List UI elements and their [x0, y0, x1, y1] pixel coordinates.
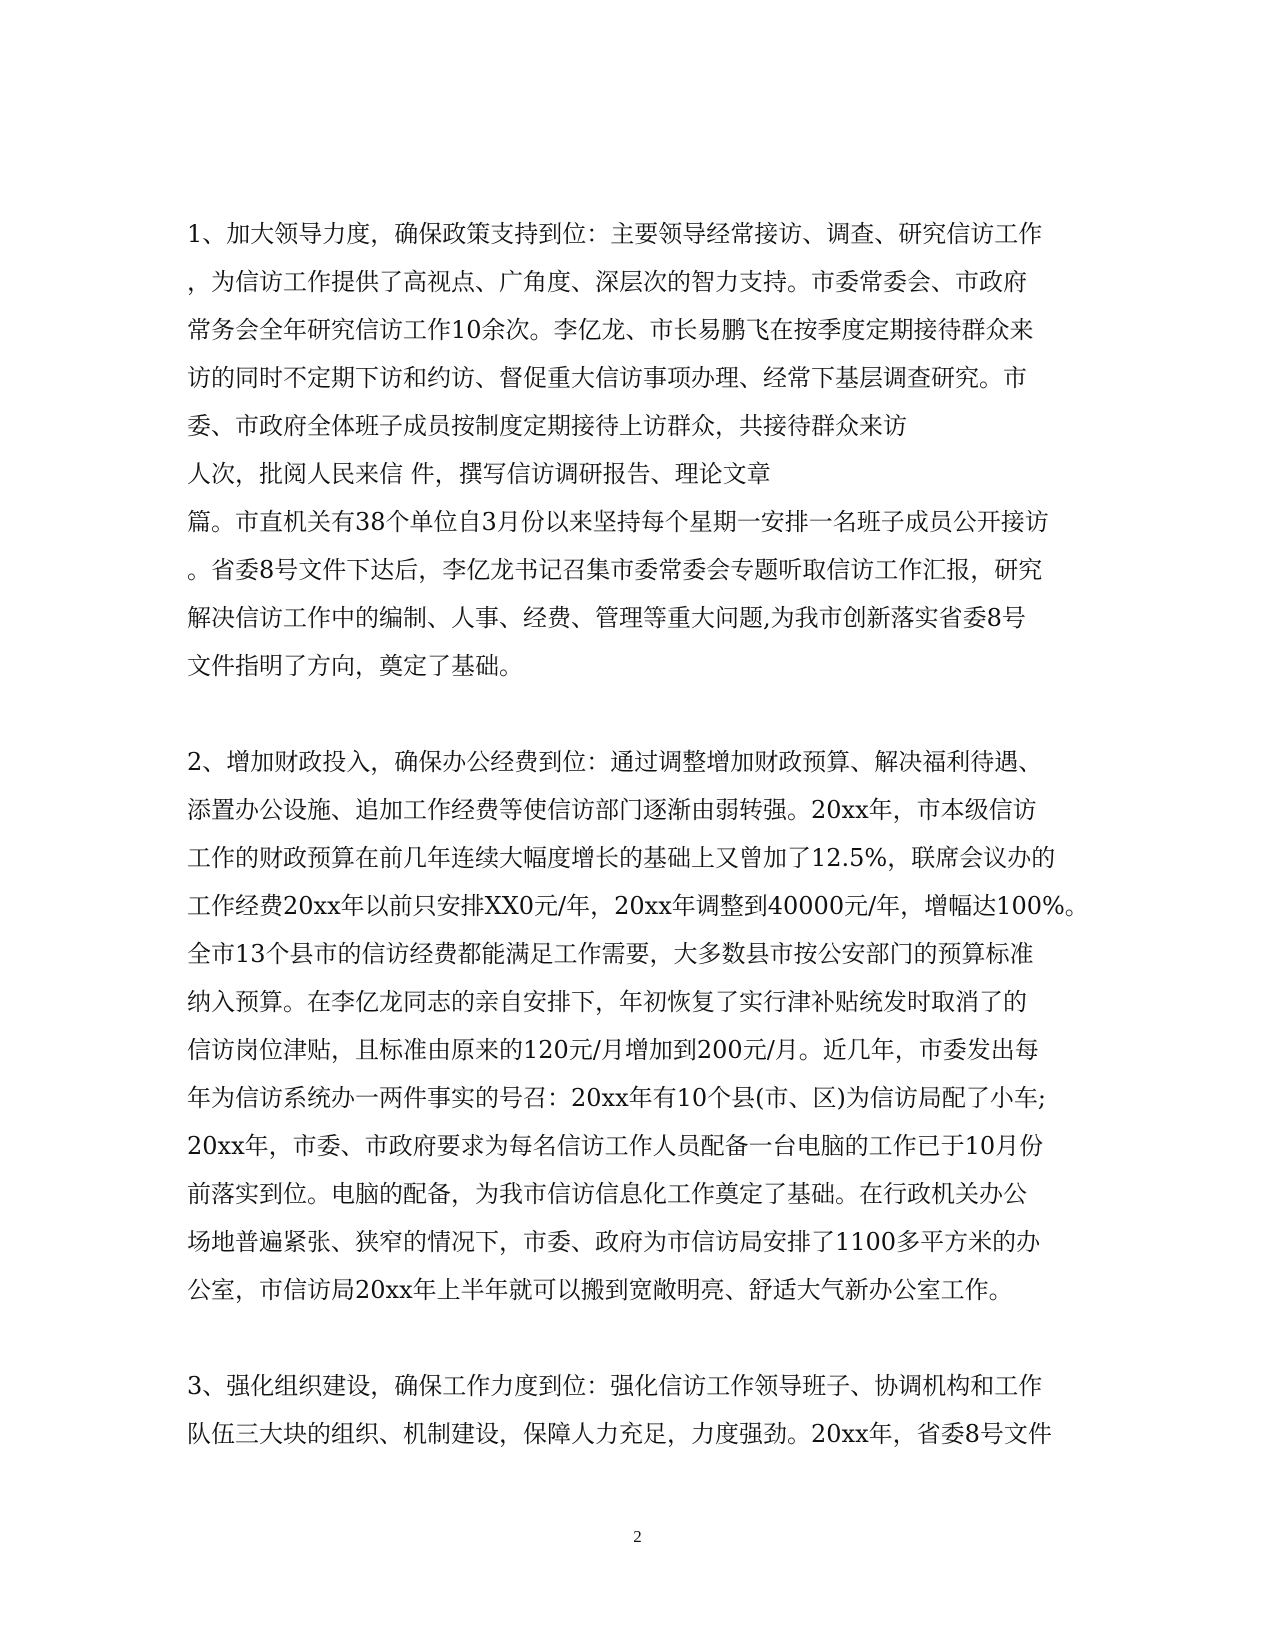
text-line: 全市13个县市的信访经费都能满足工作需要，大多数县市按公安部门的预算标准 [187, 940, 1034, 968]
text-line: 工作的财政预算在前几年连续大幅度增长的基础上又曾加了12.5%，联席会议办的 [187, 844, 1056, 872]
page-number: 2 [633, 1527, 642, 1546]
text-line: ，为信访工作提供了高视点、广角度、深层次的智力支持。市委常委会、市政府 [187, 268, 1027, 296]
text-line: 3、强化组织建设，确保工作力度到位：强化信访工作领导班子、协调机构和工作 [187, 1372, 1043, 1400]
document-body [187, 210, 1087, 1458]
text-line: 添置办公设施、追加工作经费等使信访部门逐渐由弱转强。20xx年，市本级信访 [187, 796, 1037, 824]
paragraph-spacer [187, 1314, 1087, 1362]
text-line: 。省委8号文件下达后，李亿龙书记召集市委常委会专题听取信访工作汇报，研究 [187, 556, 1043, 584]
paragraph-1 [187, 210, 1087, 690]
text-line: 2、增加财政投入，确保办公经费到位：通过调整增加财政预算、解决福利待遇、 [187, 748, 1043, 776]
text-line: 队伍三大块的组织、机制建设，保障人力充足，力度强劲。20xx年，省委8号文件 [187, 1420, 1052, 1448]
text-line: 篇。市直机关有38个单位自3月份以来坚持每个星期一安排一名班子成员公开接访 [187, 508, 1049, 536]
text-line: 20xx年，市委、市政府要求为每名信访工作人员配备一台电脑的工作已于10月份 [187, 1132, 1044, 1160]
text-line: 信访岗位津贴，且标准由原来的120元/月增加到200元/月。近几年，市委发出每 [187, 1036, 1039, 1064]
text-line: 访的同时不定期下访和约访、督促重大信访事项办理、经常下基层调查研究。市 [187, 364, 1027, 392]
text-line: 常务会全年研究信访工作10余次。李亿龙、市长易鹏飞在按季度定期接待群众来 [187, 316, 1034, 344]
text-line: 解决信访工作中的编制、人事、经费、管理等重大问题,为我市创新落实省委8号 [187, 604, 1026, 632]
paragraph-spacer [187, 690, 1087, 738]
text-line: 委、市政府全体班子成员按制度定期接待上访群众，共接待群众来访 [187, 412, 907, 440]
text-line: 年为信访系统办一两件事实的号召：20xx年有10个县(市、区)为信访局配了小车; [187, 1084, 1046, 1112]
paragraph-3 [187, 1362, 1087, 1458]
text-line: 1、加大领导力度，确保政策支持到位：主要领导经常接访、调查、研究信访工作 [187, 220, 1043, 248]
text-line: 纳入预算。在李亿龙同志的亲自安排下，年初恢复了实行津补贴统发时取消了的 [187, 988, 1027, 1016]
text-line: 场地普遍紧张、狭窄的情况下，市委、政府为市信访局安排了1100多平方米的办 [187, 1228, 1041, 1256]
text-line: 工作经费20xx年以前只安排XX0元/年，20xx年调整到40000元/年，增幅达100%。 [187, 892, 1089, 920]
text-line: 公室，市信访局20xx年上半年就可以搬到宽敞明亮、舒适大气新办公室工作。 [187, 1276, 1013, 1304]
text-line: 前落实到位。电脑的配备，为我市信访信息化工作奠定了基础。在行政机关办公 [187, 1180, 1027, 1208]
text-line: 人次，批阅人民来信 件，撰写信访调研报告、理论文章 [187, 460, 771, 488]
paragraph-2 [187, 738, 1087, 1314]
text-line: 文件指明了方向，奠定了基础。 [187, 652, 523, 680]
